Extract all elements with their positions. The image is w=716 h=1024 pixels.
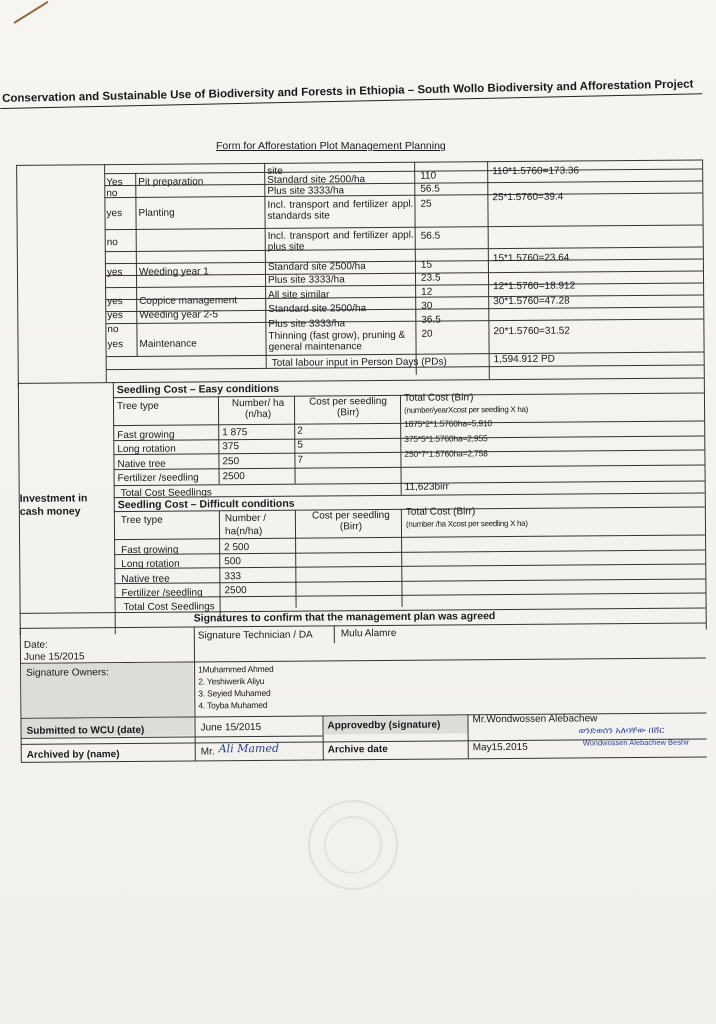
labour-yn: no [106,188,118,200]
easy-total: 250*7*1.5760ha=2,758 [404,448,488,459]
owner-name: 3. Seyied Muhamed [198,687,271,699]
easy-col-tree: Tree type [116,400,159,413]
approved-value: Mr.Wondwossen Alebachew [472,713,598,726]
owner-name: 4. Toyba Muhamed [198,699,268,711]
date-label: Date: [23,639,48,651]
difficult-number: 500 [224,556,241,568]
labour-activity: Pit preparation [138,176,204,188]
labour-total-value: 1,594.912 PD [493,353,555,366]
labour-activity: Maintenance [139,338,197,350]
archived-prefix: Mr. [200,746,215,758]
difficult-tree: Fertilizer /seedling [121,587,203,600]
labour-site: Thinning (fast grow), pruning & general maintenance [268,329,406,353]
easy-total-label: Total Cost Seedlings [120,487,212,500]
labour-yn: yes [106,208,123,220]
labour-site: Incl. transport and fertilizer appl. plus site [267,229,414,253]
labour-pd: 15 [420,259,433,271]
easy-number: 250 [222,456,240,468]
signature-technician-label: Signature Technician / DA [197,629,313,642]
labour-calc: 15*1.5760=23.64 [492,252,570,265]
technician-name: Mulu Alamre [340,627,397,640]
labour-yn: yes [107,310,123,322]
easy-col-total-note: (number/yearXcost per seedling X ha) [404,404,529,415]
planning-form [0,144,716,780]
difficult-col-tree: Tree type [120,514,163,527]
archived-label: Archived by (name) [26,749,120,761]
labour-calc: 25*1.5760=39.4 [492,191,564,204]
labour-yn: yes [107,339,124,351]
labour-pd: 25 [420,198,432,210]
labour-calc: 20*1.5760=31.52 [493,325,570,338]
labour-activity: Weeding year 1 [138,266,209,278]
difficult-tree: Native tree [121,573,170,586]
labour-site: Standard site 2500/ha [267,174,366,186]
labour-activity: Planting [138,207,175,219]
easy-col-cost: Cost per seedling (Birr) [309,395,387,419]
easy-total: 1875*2*1.5760ha=5,910 [404,418,492,429]
labour-yn: yes [107,296,123,308]
difficult-col-cost: Cost per seedling (Birr) [311,509,390,533]
approver-signature-amharic: ወንድወሰን አለባቸው በሸር [578,724,665,736]
approved-label: Approvedby (signature) [327,719,441,732]
easy-number: 1 875 [222,427,248,439]
labour-pd: 56.5 [420,183,440,195]
labour-site: Plus site 3333/ha [267,274,345,286]
easy-tree: Fertilizer /seedling [117,472,199,485]
easy-number: 375 [222,441,240,453]
difficult-col-total: Total Cost (Birr) [405,506,476,518]
labour-pd: 12 [421,286,433,298]
archive-date-label: Archive date [327,743,388,756]
labour-site: Standard site 2500/ha [267,261,366,273]
labour-yn: yes [106,267,123,279]
labour-yn: no [106,237,118,249]
difficult-total-label: Total Cost Seedlings [123,601,215,614]
form-title: Form for Afforestation Plot Management Planning [216,140,446,152]
labour-pd: 110 [420,170,437,182]
labour-calc: 12*1.5760=18.912 [493,280,576,293]
difficult-tree: Long rotation [121,558,180,571]
labour-site: Plus site 3333/ha [267,185,345,197]
difficult-col-number: Number / ha(n/ha) [224,512,267,538]
easy-total-value: 11,623birr [404,481,450,493]
difficult-tree: Fast growing [121,544,179,557]
owners-label: Signature Owners: [26,667,109,679]
archive-date-value: May15.2015 [472,741,528,754]
easy-number: 2500 [222,471,245,483]
labour-pd: 36.5 [421,314,441,326]
labour-site: Plus site 3333/ha [268,318,346,330]
easy-col-total: Total Cost (Birr) [403,392,474,404]
easy-cost: 7 [297,454,304,466]
labour-yn: Yes [106,177,123,189]
labour-site: Standard site 2500/ha [268,303,367,315]
difficult-col-total-note: (number /ha Xcost per seedling X ha) [405,518,528,529]
easy-cost: 2 [297,425,303,437]
signatures-title: Signatures to confirm that the management plan was agreed [193,610,496,625]
labour-activity: Weeding year 2-5 [139,309,219,321]
difficult-number: 333 [224,571,242,583]
labour-site: Incl. transport and fertilizer appl. standards site [267,198,414,222]
submitted-value: June 15/2015 [200,721,262,734]
difficult-title: Seedling Cost – Difficult conditions [117,497,295,512]
archived-signature: Ali Mamed [218,741,280,756]
labour-calc: 30*1.5760=47.28 [493,295,570,308]
difficult-number: 2500 [224,585,247,597]
labour-pd: 56.5 [420,230,441,242]
labour-pd: 23.5 [420,272,441,284]
labour-yn: no [107,324,119,336]
easy-total: 375*5*1.5760ha=2,955 [404,433,488,444]
easy-col-number: Number/ ha (n/ha) [231,397,285,421]
labour-pd: 20 [421,328,433,340]
labour-site: All site similar [268,289,330,301]
owner-name: 2. Yeshiwerik Aliyu [198,675,265,687]
easy-tree: Fast growing [117,429,175,442]
investment-label: Investment in cash money [19,492,88,518]
faint-stamp [308,800,398,890]
easy-title: Seedling Cost – Easy conditions [116,382,280,397]
labour-total-label: Total labour input in Person Days (PDs) [271,356,447,369]
submitted-label: Submitted to WCU (date) [26,724,145,737]
labour-pd: 30 [421,300,433,312]
date-value: June 15/2015 [23,651,85,663]
easy-tree: Long rotation [117,443,176,456]
labour-site: site [267,165,283,177]
owner-name: 1Muhammed Ahmed [198,663,274,675]
pen-mark [13,1,48,24]
labour-activity: Coppice management [139,295,238,307]
difficult-number: 2 500 [224,542,250,554]
project-title: Conservation and Sustainable Use of Biodiversity and Forests in Ethiopia – South Wollo Biodiversity and Afforestation Project [0,77,702,109]
labour-calc: 110*1.5760=173.36 [492,165,580,178]
approver-signature-latin: Wondwossen Alebachew Beshir [582,737,690,748]
easy-cost: 5 [297,439,303,451]
easy-tree: Native tree [117,458,166,471]
